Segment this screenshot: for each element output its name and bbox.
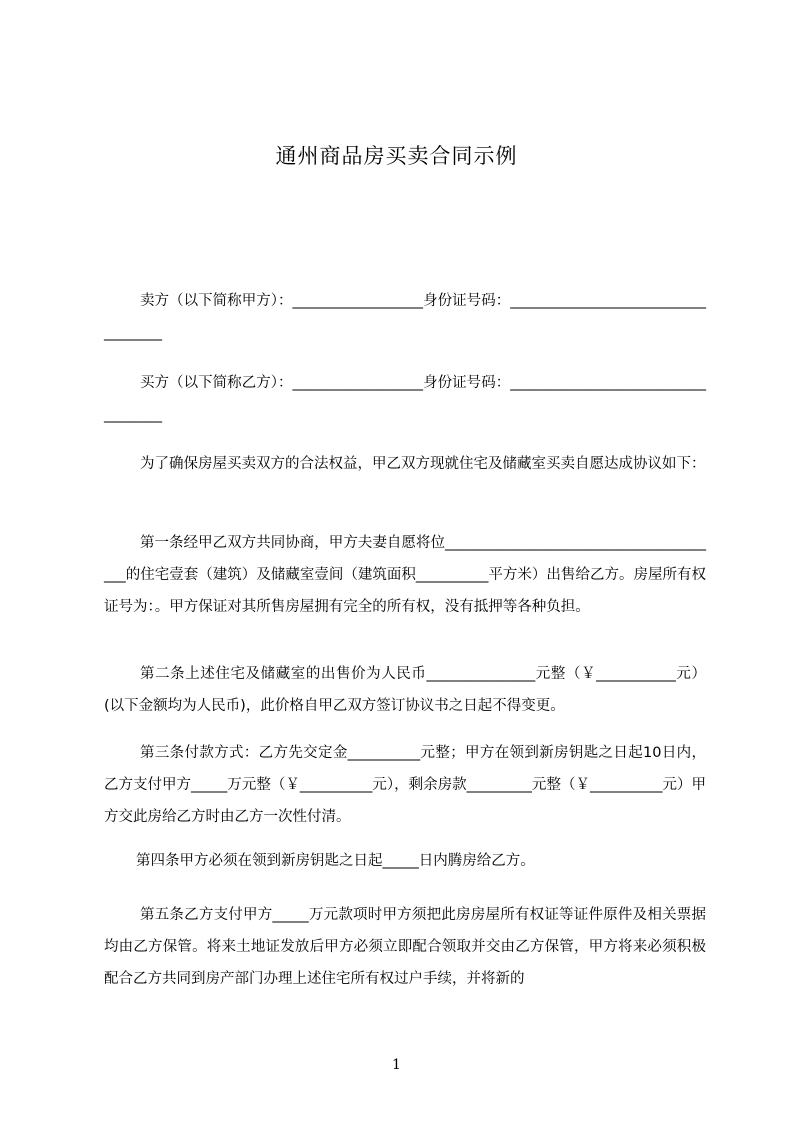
article-5-paragraph: 第五条乙方支付甲方_____万元款项时甲方须把此房房屋所有权证等证件原件及相关票据均由乙方保管。将来土地证发放后甲方必须立即配合领取并交由乙方保管，甲方将来必须积极配合乙方共同到房产部门办理上述住宅所有权过户手续，并将新的 [104, 907, 706, 987]
article-2-paragraph: 第二条上述住宅及储藏室的出售价为人民币_______________元整（￥___________元）(以下金额均为人民币)，此价格自甲乙双方签订协议书之日起不得变更。 [104, 666, 706, 714]
article-4-paragraph: 第四条甲方必须在领到新房钥匙之日起_____日内腾房给乙方。 [136, 853, 535, 869]
seller-paragraph: 卖方（以下简称甲方）：__________________身份证号码：___________________________________ [104, 293, 706, 341]
document-title: 通州商品房买卖合同示例 [275, 144, 518, 168]
page-number: 1 [392, 1057, 401, 1073]
intro-paragraph: 为了确保房屋买卖双方的合法权益，甲乙双方现就住宅及储藏室买卖自愿达成协议如下： [140, 456, 706, 472]
article-3-paragraph: 第三条付款方式：乙方先交定金__________元整；甲方在领到新房钥匙之日起10日内，乙方支付甲方_____万元整（￥__________元），剩余房款_________元整（￥__________元）甲方交此房给乙方时由乙方一次性付清。 [104, 745, 706, 825]
article-1-paragraph: 第一条经甲乙双方共同协商，甲方夫妻自愿将位_______________________________________的住宅壹套（建筑）及储藏室壹间（建筑面积__________平方米）出售给乙方。房屋所有权证号为：。甲方保证对其所售房屋拥有完全的所有权，没有抵押等各种负担。 [104, 535, 706, 615]
buyer-paragraph: 买方（以下简称乙方）：__________________身份证号码：___________________________________ [104, 375, 706, 423]
